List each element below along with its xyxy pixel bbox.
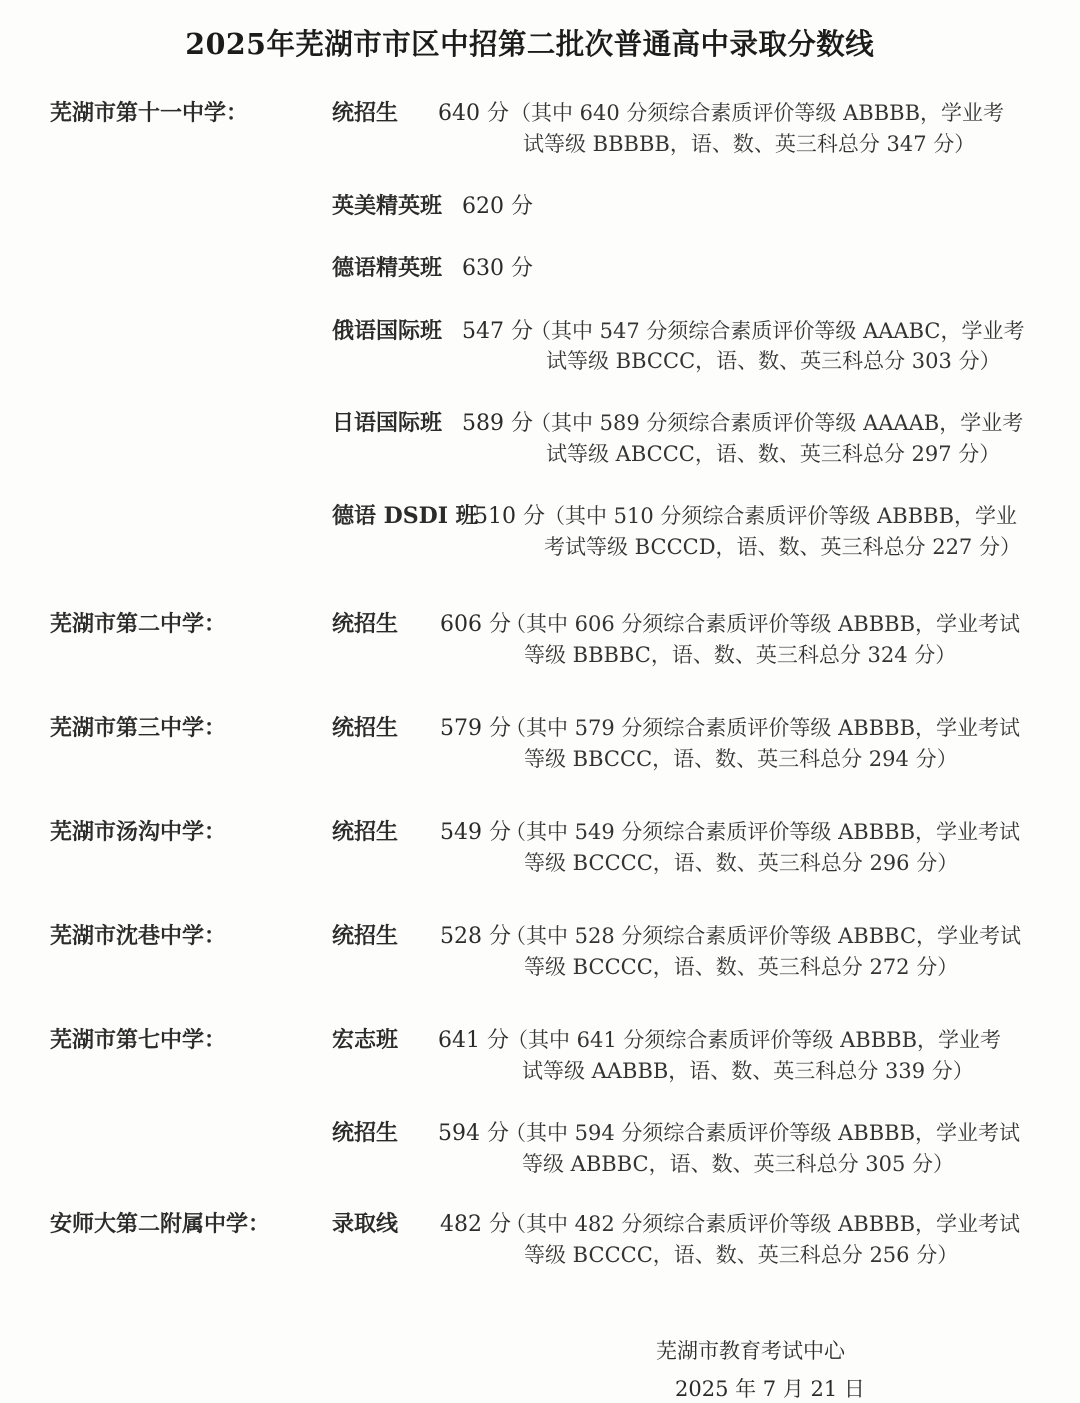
requirement-line-2: 等级 BCCCC，语、数、英三科总分 296 分） [524,851,959,875]
school-name: 芜湖市第三中学： [50,715,227,741]
enrollment-type: 德语精英班 [332,255,443,281]
issuing-organization: 芜湖市教育考试中心 [656,1339,845,1363]
requirement-line-1: （其中 510 分须综合素质评价等级 ABBBB，学业 [544,504,1018,528]
requirement-line-1: （其中 606 分须综合素质评价等级 ABBBB，学业考试 [505,612,1021,636]
score-value: 640 分 [438,101,509,126]
requirement-line-1: （其中 594 分须综合素质评价等级 ABBBB，学业考试 [505,1121,1021,1145]
requirement-line-1: （其中 589 分须综合素质评价等级 AAAAB，学业考 [530,411,1024,435]
score-value: 620 分 [462,194,533,219]
score-value: 482 分 [440,1212,511,1237]
page-title: 2025年芜湖市市区中招第二批次普通高中录取分数线 [185,27,875,61]
enrollment-type: 统招生 [332,715,399,741]
requirement-line-1: （其中 549 分须综合素质评价等级 ABBBB，学业考试 [505,820,1021,844]
score-value: 528 分 [440,924,511,949]
enrollment-type: 日语国际班 [332,410,443,436]
requirement-line-2: 等级 ABBBC，语、数、英三科总分 305 分） [522,1152,955,1176]
school-name: 安师大第二附属中学： [50,1211,271,1237]
score-value: 630 分 [462,256,533,281]
score-value: 641 分 [438,1028,509,1053]
requirement-line-2: 等级 BBBBC，语、数、英三科总分 324 分） [524,643,957,667]
school-name: 芜湖市汤沟中学： [50,819,227,845]
score-value: 547 分 [462,319,533,344]
requirement-line-1: （其中 528 分须综合素质评价等级 ABBBC，学业考试 [505,924,1022,948]
requirement-line-1: （其中 579 分须综合素质评价等级 ABBBB，学业考试 [505,716,1021,740]
requirement-line-2: 试等级 BBCCC，语、数、英三科总分 303 分） [546,349,1001,373]
enrollment-type: 统招生 [332,1120,399,1146]
requirement-line-1: （其中 547 分须综合素质评价等级 AAABC，学业考 [530,319,1025,343]
enrollment-type: 统招生 [332,819,399,845]
enrollment-type: 德语 DSDI 班 [332,503,478,529]
school-name: 芜湖市第七中学： [50,1027,227,1053]
enrollment-type: 统招生 [332,923,399,949]
score-value: 594 分 [438,1121,509,1146]
enrollment-type: 宏志班 [332,1027,399,1053]
requirement-line-2: 试等级 BBBBB，语、数、英三科总分 347 分） [523,132,976,156]
issue-date: 2025 年 7 月 21 日 [675,1377,865,1401]
requirement-line-2: 等级 BBCCC，语、数、英三科总分 294 分） [524,747,958,771]
score-value: 606 分 [440,612,511,637]
enrollment-type: 俄语国际班 [332,318,443,344]
enrollment-type: 统招生 [332,611,399,637]
score-value: 549 分 [440,820,511,845]
requirement-line-2: 试等级 ABCCC，语、数、英三科总分 297 分） [546,442,1001,466]
score-value: 589 分 [462,411,533,436]
enrollment-type: 英美精英班 [332,193,443,219]
requirement-line-2: 等级 BCCCC，语、数、英三科总分 256 分） [524,1243,959,1267]
requirement-line-1: （其中 482 分须综合素质评价等级 ABBBB，学业考试 [505,1212,1021,1236]
school-name: 芜湖市第十一中学： [50,100,249,126]
enrollment-type: 录取线 [332,1211,399,1237]
requirement-line-2: 考试等级 BCCCD，语、数、英三科总分 227 分） [544,535,1021,559]
requirement-line-2: 试等级 AABBB，语、数、英三科总分 339 分） [522,1059,974,1083]
score-value: 510 分 [474,504,545,529]
school-name: 芜湖市沈巷中学： [50,923,227,949]
school-name: 芜湖市第二中学： [50,611,227,637]
requirement-line-1: （其中 641 分须综合素质评价等级 ABBBB，学业考 [507,1028,1002,1052]
enrollment-type: 统招生 [332,100,399,126]
score-value: 579 分 [440,716,511,741]
requirement-line-1: （其中 640 分须综合素质评价等级 ABBBB，学业考 [510,101,1005,125]
requirement-line-2: 等级 BCCCC，语、数、英三科总分 272 分） [524,955,959,979]
